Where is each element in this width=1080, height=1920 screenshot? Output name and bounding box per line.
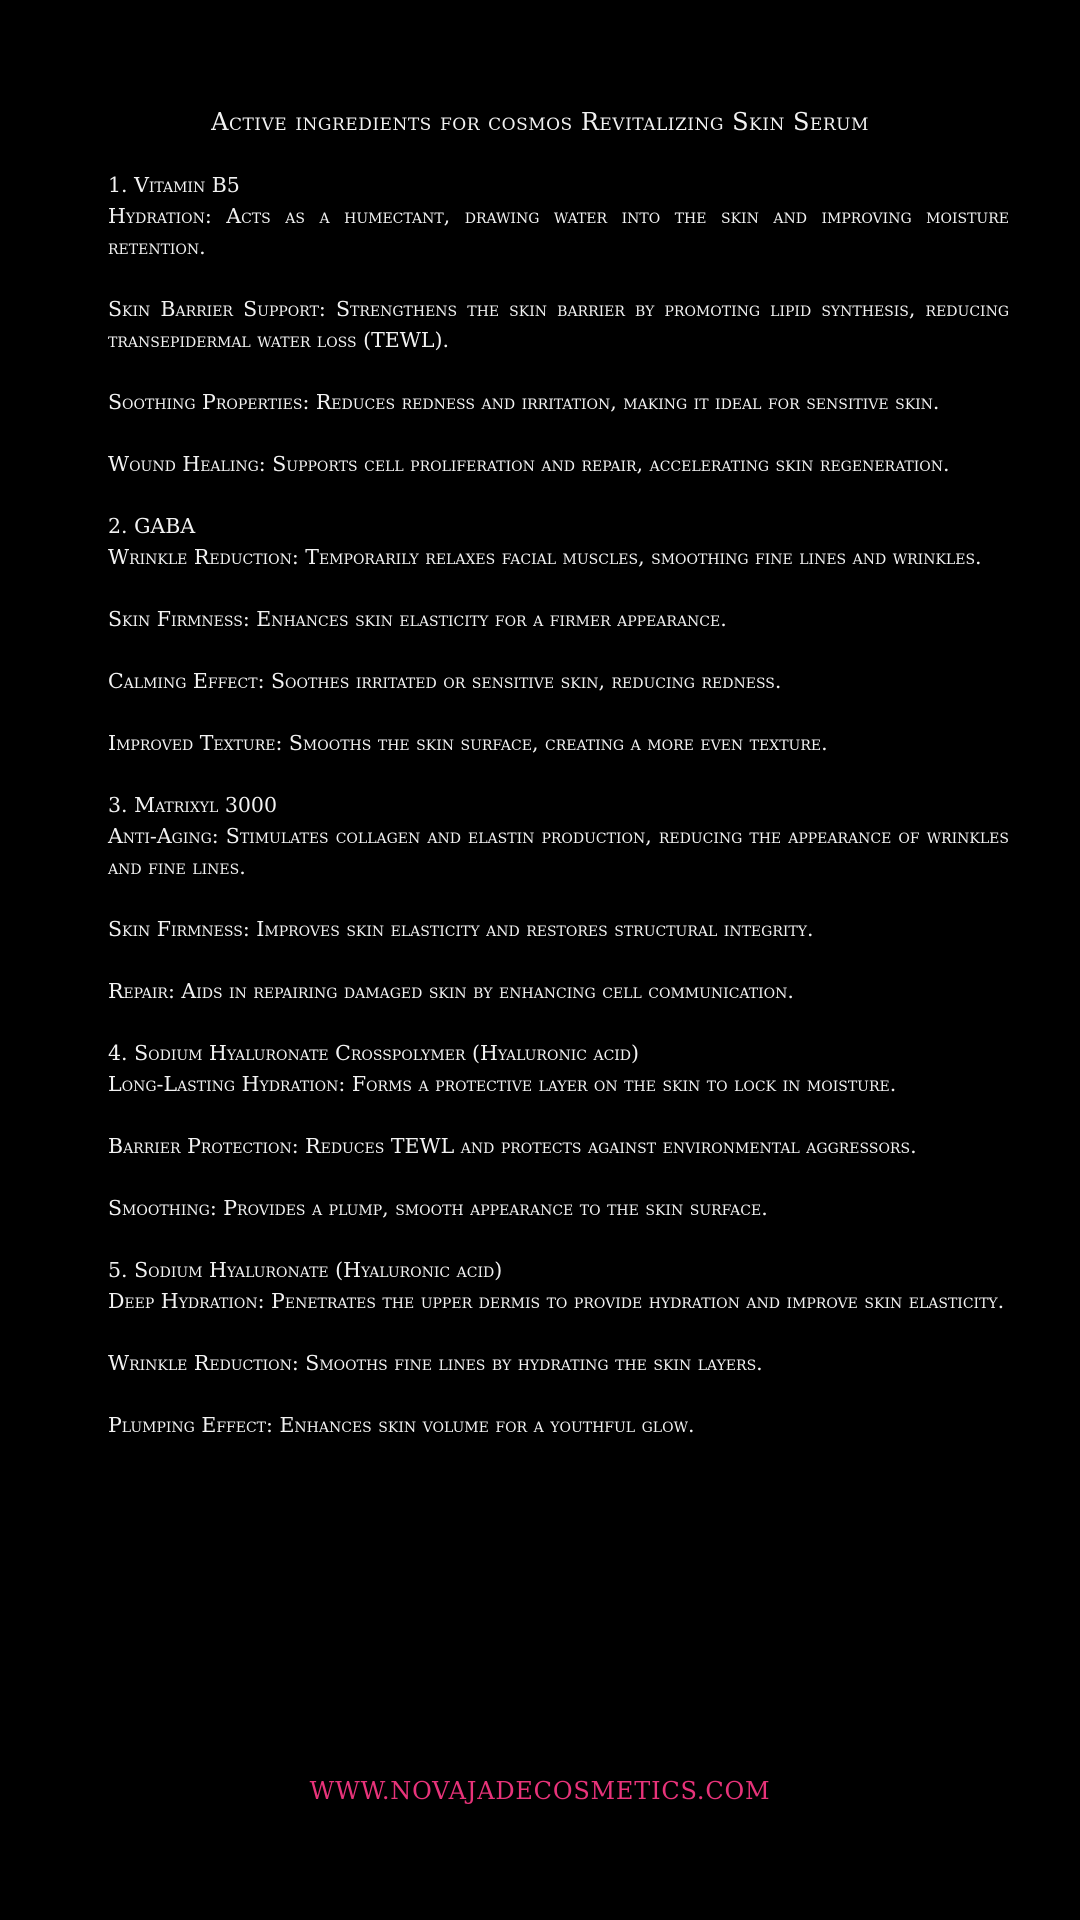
benefit-text: Skin Firmness: Enhances skin elasticity for a firmer appearance.: [108, 607, 727, 631]
benefit-text: Wrinkle Reduction: Smooths fine lines by hydrating the skin layers.: [108, 1351, 763, 1375]
benefit-text: Wrinkle Reduction: Temporarily relaxes facial muscles, smoothing fine lines and wrinkles.: [108, 545, 982, 569]
page-title: Active ingredients for cosmos Revitalizing Skin Serum: [211, 108, 869, 136]
benefit-text: Anti-Aging: Stimulates collagen and elastin production, reducing the appearance of wrinkles and fine lines.: [108, 824, 1009, 879]
benefit-text: Long-Lasting Hydration: Forms a protective layer on the skin to lock in moisture.: [108, 1072, 897, 1096]
section-heading: 3. Matrixyl 3000: [108, 793, 278, 817]
benefit-text: Repair: Aids in repairing damaged skin by enhancing cell communication.: [108, 979, 794, 1003]
benefit-text: Wound Healing: Supports cell proliferation and repair, accelerating skin regeneration.: [108, 452, 950, 476]
benefit-text: Smoothing: Provides a plump, smooth appearance to the skin surface.: [108, 1196, 768, 1220]
benefit-text: Skin Barrier Support: Strengthens the skin barrier by promoting lipid synthesis, reducing transepidermal water loss (TEWL).: [108, 297, 1009, 352]
benefit-text: Deep Hydration: Penetrates the upper dermis to provide hydration and improve skin elasticity.: [108, 1289, 1005, 1313]
benefit-text: Barrier Protection: Reduces TEWL and protects against environmental aggressors.: [108, 1134, 917, 1158]
benefit-text: Improved Texture: Smooths the skin surface, creating a more even texture.: [108, 731, 828, 755]
section-heading: 2. GABA: [108, 514, 196, 538]
benefit-text: Soothing Properties: Reduces redness and irritation, making it ideal for sensitive skin.: [108, 390, 940, 414]
benefit-text: Calming Effect: Soothes irritated or sensitive skin, reducing redness.: [108, 669, 782, 693]
website-link[interactable]: WWW.NOVAJADECOSMETICS.COM: [309, 1777, 771, 1805]
benefit-text: Hydration: Acts as a humectant, drawing water into the skin and improving moisture retention.: [108, 204, 1009, 259]
ingredients-list: [108, 170, 1009, 1441]
section-heading: 5. Sodium Hyaluronate (Hyaluronic acid): [108, 1258, 503, 1282]
benefit-text: Skin Firmness: Improves skin elasticity and restores structural integrity.: [108, 917, 814, 941]
benefit-text: Plumping Effect: Enhances skin volume for a youthful glow.: [108, 1413, 695, 1437]
section-heading: 4. Sodium Hyaluronate Crosspolymer (Hyaluronic acid): [108, 1041, 640, 1065]
section-heading: 1. Vitamin B5: [108, 173, 240, 197]
